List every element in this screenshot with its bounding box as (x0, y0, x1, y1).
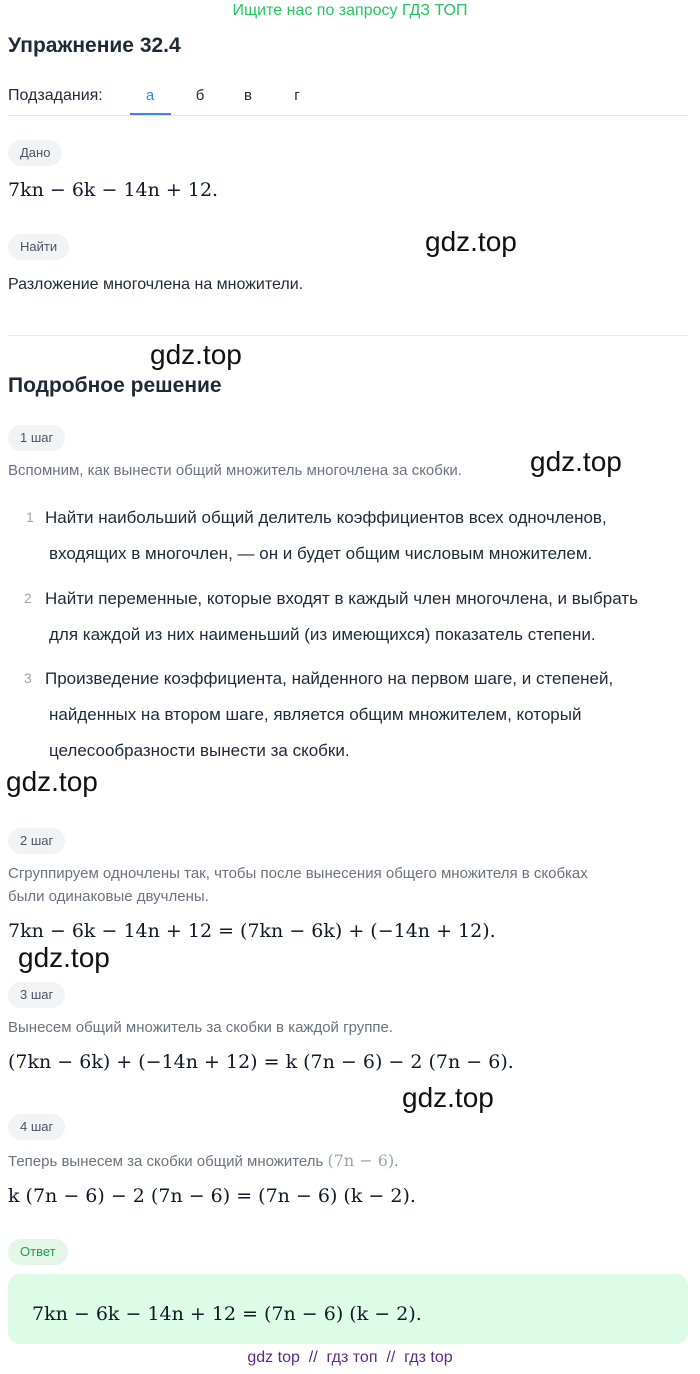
step-4-chip: 4 шаг (8, 1114, 65, 1140)
list-item-line: найденных на втором шаге, является общим множителем, который (49, 705, 582, 724)
subtasks-label: Подзадания: (8, 87, 103, 104)
list-item-line: Произведение коэффициента, найденного на первом шаге, и степеней, (45, 669, 614, 688)
step-1-text: Вспомним, как вынести общий множитель многочлена за скобки. (8, 462, 462, 479)
watermark: gdz.top (530, 446, 622, 477)
tab-a[interactable]: а (145, 87, 155, 104)
step-1-chip: 1 шаг (8, 425, 65, 451)
step-4-expression: k (7n − 6) − 2 (7n − 6) = (7n − 6) (k − 2). (8, 1185, 416, 1207)
list-item-number: 3 (24, 670, 32, 686)
watermark: gdz.top (150, 339, 242, 370)
step-3-chip: 3 шаг (8, 982, 65, 1008)
step-2-expression: 7kn − 6k − 14n + 12 = (7kn − 6k) + (−14n + 12). (8, 920, 496, 942)
list-item-line: Найти наибольший общий делитель коэффициентов всех одночленов, (45, 508, 607, 527)
step-4-text-main: Теперь вынесем за скобки общий множитель (8, 1153, 324, 1170)
solution-heading: Подробное решение (8, 374, 222, 397)
tab-v[interactable]: в (244, 87, 252, 104)
step-2-text: Сгруппируем одночлены так, чтобы после вынесения общего множителя в скобках (8, 865, 588, 882)
tab-g[interactable]: г (294, 87, 300, 104)
find-chip: Найти (8, 234, 69, 260)
given-chip: Дано (8, 140, 62, 166)
watermark: gdz.top (425, 226, 517, 257)
given-expression: 7kn − 6k − 14n + 12. (8, 179, 219, 201)
step-3-expression: (7kn − 6k) + (−14n + 12) = k (7n − 6) − 2 (7n − 6). (8, 1051, 514, 1073)
step-4-text (8, 1149, 398, 1173)
tab-b[interactable]: б (195, 87, 205, 104)
answer-chip: Ответ (8, 1239, 68, 1265)
watermark: gdz.top (6, 766, 98, 797)
step-4-factor: (7n − 6) (327, 1151, 395, 1170)
top-banner: Ищите нас по запросу ГДЗ ТОП (232, 2, 468, 19)
footer-links: gdz top // гдз топ // гдз top (247, 1349, 453, 1366)
list-item-number: 1 (26, 509, 34, 525)
list-item-number: 2 (24, 590, 32, 606)
list-item-line: целесообразности вынести за скобки. (49, 741, 350, 760)
watermark: gdz.top (18, 942, 110, 973)
step-2-chip: 2 шаг (8, 828, 65, 854)
list-item-line: Найти переменные, которые входят в каждый член многочлена, и выбрать (45, 589, 638, 608)
step-4-dot: . (394, 1153, 399, 1170)
list-item-line: для каждой из них наименьший (из имеющихся) показатель степени. (49, 625, 596, 644)
watermark: gdz.top (402, 1082, 494, 1113)
section-divider (8, 335, 688, 336)
tabs-divider (8, 115, 688, 116)
step-3-text: Вынесем общий множитель за скобки в каждой группе. (8, 1019, 394, 1036)
step-2-text: были одинаковые двучлены. (8, 888, 209, 905)
find-text: Разложение многочлена на множители. (8, 276, 304, 293)
list-item-line: входящих в многочлен, — он и будет общим числовым множителем. (49, 544, 593, 563)
page-title: Упражнение 32.4 (8, 34, 181, 57)
answer-expression: 7kn − 6k − 14n + 12 = (7n − 6) (k − 2). (32, 1303, 422, 1325)
